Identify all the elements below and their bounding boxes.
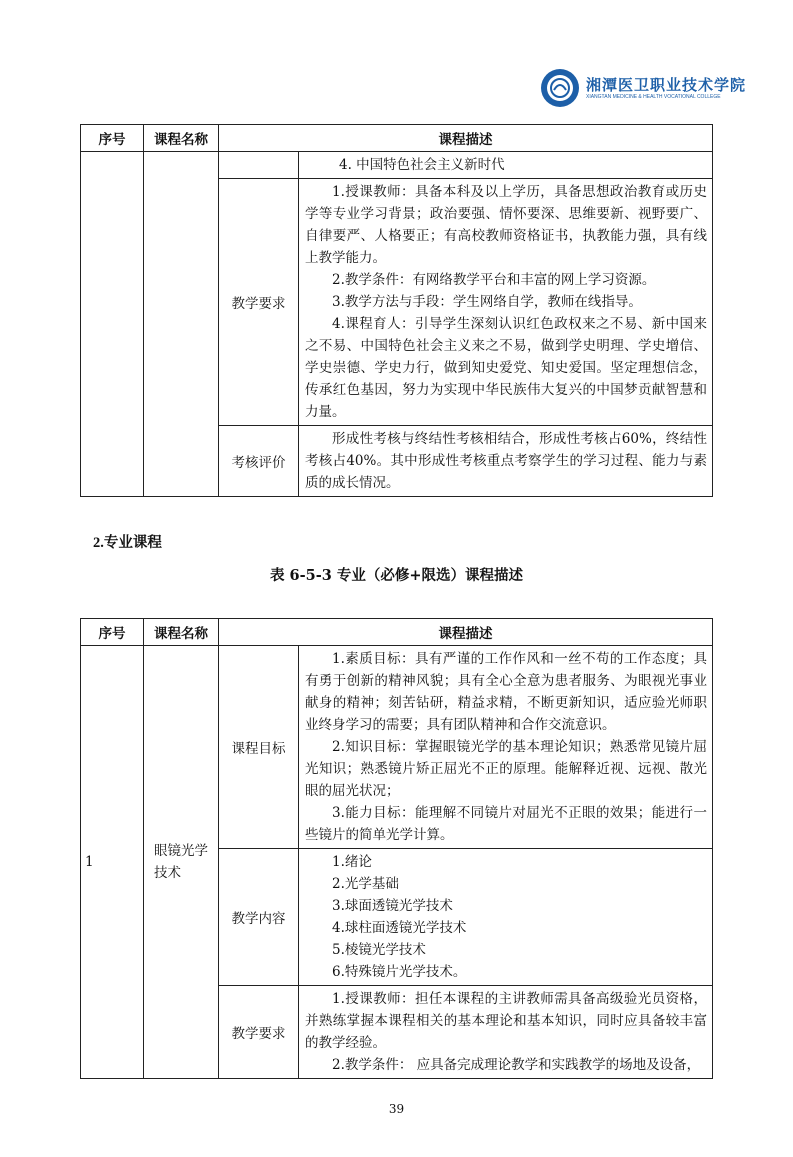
row-description [299,179,713,426]
college-chinese-name: 湘潭医卫职业技术学院 [586,76,747,94]
header-number: 序号 [81,125,144,152]
row-description [299,426,713,497]
row-label: 教学要求 [219,179,299,426]
page-number: 39 [388,1102,405,1116]
header-course-name: 课程名称 [144,125,219,152]
row-label: 考核评价 [219,426,299,497]
table-row [81,646,713,849]
paragraph: 1.素质目标：具有严谨的工作作风和一丝不苟的工作态度；具有勇于创新的精神风貌；具有全心全意为患者服务、为眼视光事业献身的精神；刻苦钻研，精益求精，不断更新知识，适应验光师职业终身学习的需要；具有团队精神和合作交流意识。 [305,651,707,733]
list-item: 2.光学基础 [332,876,399,892]
college-emblem-icon [540,68,580,108]
content-line: 4. 中国特色社会主义新时代 [299,152,713,179]
college-logo [540,66,793,110]
course-table-1 [80,124,713,497]
paragraph: 4.课程育人：引导学生深刻认识红色政权来之不易、新中国来之不易、中国特色社会主义来之不易，做到学史明理、学史增信、学史崇德、学史力行，做到知史爱党、知史爱国。坚定理想信念，传承红色基因，努力为实现中华民族伟大复兴的中国梦贡献智慧和力量。 [305,316,707,420]
table-header-row [81,619,713,646]
course-name-cell [144,152,219,497]
header-number: 序号 [81,619,144,646]
header-description: 课程描述 [219,619,713,646]
row-label: 教学内容 [219,849,299,986]
row-label: 课程目标 [219,646,299,849]
section-heading: 2.专业课程 [93,535,162,551]
paragraph: 2.教学条件： 应具备完成理论教学和实践教学的场地及设备， [332,1057,701,1073]
list-item: 5.棱镜光学技术 [332,942,426,958]
header-description: 课程描述 [219,125,713,152]
header-course-name: 课程名称 [144,619,219,646]
list-item: 4.球柱面透镜光学技术 [332,920,467,936]
paragraph: 1.授课教师：具备本科及以上学历，具备思想政治教育或历史学等专业学习背景；政治要强、情怀要深、思维要新、视野要广、自律要严、人格要正；有高校教师资格证书，执教能力强，具有线上教学能力。 [305,184,707,266]
paragraph: 3.能力目标：能理解不同镜片对屈光不正眼的效果；能进行一些镜片的简单光学计算。 [305,805,707,843]
course-name-cell: 眼镜光学技术 [144,646,219,1079]
list-item: 6.特殊镜片光学技术。 [332,964,467,980]
college-english-name: XIANGTAN MEDICINE & HEALTH VOCATIONAL COLLEGE [586,94,721,100]
list-item: 3.球面透镜光学技术 [332,898,453,914]
paragraph: 2.教学条件：有网络教学平台和丰富的网上学习资源。 [332,272,656,288]
paragraph: 2.知识目标：掌握眼镜光学的基本理论知识；熟悉常见镜片屈光知识；熟悉镜片矫正屈光不正的原理。能解释近视、远视、散光眼的屈光状况； [305,739,707,799]
list-item: 1.绪论 [332,854,372,870]
row-label: 教学要求 [219,986,299,1079]
label-cell [219,152,299,179]
number-cell [81,152,144,497]
paragraph: 形成性考核与终结性考核相结合，形成性考核占60%，终结性考核占40%。其中形成性考核重点考察学生的学习过程、能力与素质的成长情况。 [305,431,707,491]
number-cell: 1 [81,646,144,1079]
table-row [81,152,713,179]
row-description [299,849,713,986]
row-description [299,986,713,1079]
row-description [299,646,713,849]
paragraph: 3.教学方法与手段：学生网络自学，教师在线指导。 [332,294,642,310]
table-header-row [81,125,713,152]
course-table-2 [80,618,713,1079]
paragraph: 1.授课教师：担任本课程的主讲教师需具备高级验光员资格，并熟练掌握本课程相关的基本理论和基本知识，同时应具备较丰富的教学经验。 [305,991,707,1051]
table-caption: 表 6-5-3 专业（必修+限选）课程描述 [269,567,524,584]
